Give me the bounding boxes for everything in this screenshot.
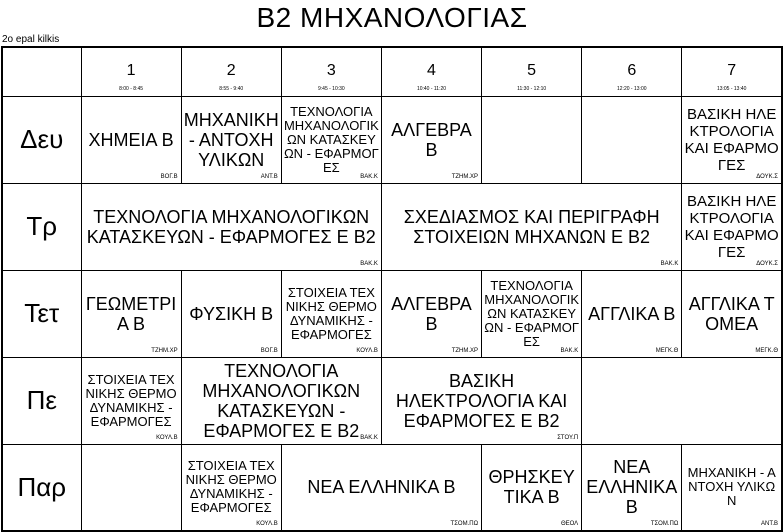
subject-label: ΘΡΗΣΚΕΥΤΙΚΑ Β — [488, 467, 575, 508]
teacher-code: ΤΖΗΜ.ΧΡ — [451, 347, 479, 354]
period-time: 12:20 - 13:00 — [617, 86, 647, 92]
lesson-cell[interactable] — [682, 444, 782, 531]
period-number: 2 — [226, 62, 236, 79]
teacher-code: ΒΑΚ.Κ — [660, 260, 679, 267]
period-header-3 — [281, 47, 381, 96]
subject-label: ΑΓΓΛΙΚΑ Β — [588, 303, 676, 324]
day-label: Πε — [2, 357, 81, 444]
teacher-code: ΔΟΥΚ.Σ — [756, 173, 778, 180]
period-number: 5 — [527, 62, 537, 79]
teacher-code: ΜΕΓΚ.Θ — [655, 347, 679, 354]
subject-label: ΣΤΟΙΧΕΙΑ ΤΕΧΝΙΚΗΣ ΘΕΡΜΟΔΥΝΑΜΙΚΗΣ - ΕΦΑΡΜΟΓΕΣ — [185, 458, 277, 516]
period-time: 10:40 - 11:20 — [416, 86, 447, 92]
teacher-code: ΤΣΟΜ.ΠΩ — [650, 521, 679, 527]
teacher-code: ΜΕΓΚ.Θ — [755, 347, 778, 354]
subject-label: ΦΥΣΙΚΗ Β — [189, 303, 274, 324]
subject-label: ΧΗΜΕΙΑ Β — [88, 129, 174, 150]
subject-label: ΓΕΩΜΕΤΡΙΑ Β — [85, 293, 177, 334]
period-header-7 — [682, 47, 782, 96]
lesson-cell[interactable] — [81, 183, 381, 270]
lesson-cell[interactable] — [682, 96, 782, 183]
teacher-code: ΣΤΟΥ.Π — [557, 434, 579, 441]
period-time: 13:05 - 13:40 — [716, 86, 747, 92]
period-number: 6 — [627, 62, 637, 79]
teacher-code: ΑΝΤ.Β — [760, 521, 778, 527]
period-header-2 — [181, 47, 281, 96]
teacher-code: ΤΣΟΜ.ΠΩ — [450, 521, 479, 527]
subject-label: ΝΕΑ ΕΛΛΗΝΙΚΑ Β — [307, 477, 456, 498]
period-time: 9:45 - 10:30 — [318, 86, 345, 92]
subject-label: ΒΑΣΙΚΗ ΗΛΕΚΤΡΟΛΟΓΙΑ ΚΑΙ ΕΦΑΡΜΟΓΕΣ — [684, 105, 779, 174]
subject-label: ΑΛΓΕΒΡΑ Β — [391, 293, 472, 334]
lesson-cell[interactable] — [682, 183, 782, 270]
subject-label: ΤΕΧΝΟΛΟΓΙΑ ΜΗΧΑΝΟΛΟΓΙΚΩΝ ΚΑΤΑΣΚΕΥΩΝ - ΕΦΑΡΜΟΓΕΣ Ε Β2 — [202, 360, 361, 441]
teacher-code: ΒΟΓ.Β — [260, 347, 278, 354]
subject-label: ΣΤΟΙΧΕΙΑ ΤΕΧΝΙΚΗΣ ΘΕΡΜΟΔΥΝΑΜΙΚΗΣ - ΕΦΑΡΜΟΓΕΣ — [285, 284, 377, 342]
subject-label: ΑΛΓΕΒΡΑ Β — [391, 119, 472, 160]
period-time: 8:55 - 9:40 — [219, 86, 244, 92]
day-row-friday — [2, 444, 782, 531]
lesson-cell[interactable] — [81, 96, 181, 183]
subject-label: ΑΓΓΛΙΚΑ ΤΟΜΕΑ — [688, 293, 775, 334]
day-row-monday — [2, 96, 782, 183]
period-header-4 — [381, 47, 481, 96]
teacher-code: ΘΕΟΛ — [560, 521, 579, 527]
teacher-code: ΔΟΥΚ.Σ — [756, 260, 778, 267]
subject-label: ΤΕΧΝΟΛΟΓΙΑ ΜΗΧΑΝΟΛΟΓΙΚΩΝ ΚΑΤΑΣΚΕΥΩΝ - ΕΦΑΡΜΟΓΕΣ — [283, 103, 379, 175]
subject-label: ΒΑΣΙΚΗ ΗΛΕΚΤΡΟΛΟΓΙΑ ΚΑΙ ΕΦΑΡΜΟΓΕΣ — [684, 192, 779, 261]
day-label: Παρ — [2, 444, 81, 531]
lesson-cell[interactable] — [381, 183, 681, 270]
teacher-code: ΒΟΓ.Β — [160, 173, 178, 180]
lesson-cell[interactable] — [582, 444, 682, 531]
lesson-cell[interactable] — [181, 357, 381, 444]
lesson-cell[interactable] — [81, 270, 181, 357]
period-header-5 — [482, 47, 582, 96]
lesson-cell[interactable] — [281, 96, 381, 183]
lesson-cell[interactable] — [281, 270, 381, 357]
subject-label: ΣΧΕΔΙΑΣΜΟΣ ΚΑΙ ΠΕΡΙΓΡΑΦΗ ΣΤΟΙΧΕΙΩΝ ΜΗΧΑΝΩΝ Ε Β2 — [403, 206, 660, 247]
lesson-cell[interactable] — [682, 270, 782, 357]
subject-label: ΣΤΟΙΧΕΙΑ ΤΕΧΝΙΚΗΣ ΘΕΡΜΟΔΥΝΑΜΙΚΗΣ - ΕΦΑΡΜΟΓΕΣ — [85, 371, 177, 429]
period-number: 4 — [427, 62, 436, 79]
lesson-cell[interactable] — [181, 270, 281, 357]
day-label: Δευ — [2, 96, 81, 183]
subject-label: ΝΕΑ ΕΛΛΗΝΙΚΑ Β — [586, 457, 678, 518]
period-header-6 — [582, 47, 682, 96]
period-number: 7 — [727, 62, 737, 79]
subject-label: ΤΕΧΝΟΛΟΓΙΑ ΜΗΧΑΝΟΛΟΓΙΚΩΝ ΚΑΤΑΣΚΕΥΩΝ - ΕΦΑΡΜΟΓΕΣ — [484, 277, 580, 349]
lesson-cell[interactable] — [181, 96, 281, 183]
lesson-cell[interactable] — [381, 96, 481, 183]
period-header-1 — [81, 47, 181, 96]
period-time: 11:30 - 12:10 — [517, 86, 547, 92]
lesson-cell[interactable] — [582, 270, 682, 357]
period-number: 3 — [326, 62, 336, 79]
teacher-code: ΚΟΥΛ.Β — [256, 521, 278, 527]
period-time: 8:00 - 8:45 — [119, 86, 144, 92]
teacher-code: ΤΖΗΜ.ΧΡ — [151, 347, 178, 354]
teacher-code: ΒΑΚ.Κ — [360, 173, 378, 180]
teacher-code: ΒΑΚ.Κ — [360, 434, 378, 441]
teacher-code: ΤΖΗΜ.ΧΡ — [451, 173, 479, 180]
teacher-code: ΒΑΚ.Κ — [360, 260, 378, 267]
lesson-cell[interactable] — [181, 444, 281, 531]
lesson-cell[interactable] — [482, 270, 582, 357]
school-name: 2o epal kilkis — [2, 34, 60, 45]
day-row-wednesday — [2, 270, 782, 357]
day-label: Τρ — [2, 183, 81, 270]
day-row-tuesday — [2, 183, 782, 270]
page-title: B2 ΜΗΧΑΝΟΛΟΓΙΑΣ — [256, 2, 528, 33]
subject-label: ΤΕΧΝΟΛΟΓΙΑ ΜΗΧΑΝΟΛΟΓΙΚΩΝ ΚΑΤΑΣΚΕΥΩΝ - ΕΦΑΡΜΟΓΕΣ Ε Β2 — [86, 206, 376, 247]
subject-label: ΜΗΧΑΝΙΚΗ - ΑΝΤΟΧΗ ΥΛΙΚΩΝ — [687, 465, 776, 509]
teacher-code: ΚΟΥΛ.Β — [356, 347, 378, 354]
lesson-cell[interactable] — [281, 444, 481, 531]
day-row-thursday — [2, 357, 782, 444]
teacher-code: ΒΑΚ.Κ — [560, 347, 579, 354]
period-header-row — [2, 47, 782, 96]
teacher-code: ΑΝΤ.Β — [260, 173, 278, 180]
lesson-cell[interactable] — [381, 270, 481, 357]
empty-cell — [582, 357, 782, 444]
day-label: Τετ — [2, 270, 81, 357]
teacher-code: ΚΟΥΛ.Β — [156, 434, 178, 441]
timetable-grid — [1, 46, 783, 532]
empty-cell — [81, 444, 181, 531]
corner-cell — [2, 47, 81, 96]
subject-label: ΜΗΧΑΝΙΚΗ - ΑΝΤΟΧΗ ΥΛΙΚΩΝ — [183, 109, 279, 170]
period-number: 1 — [126, 62, 136, 79]
lesson-cell[interactable] — [482, 444, 582, 531]
subject-label: ΒΑΣΙΚΗ ΗΛΕΚΤΡΟΛΟΓΙΑ ΚΑΙ ΕΦΑΡΜΟΓΕΣ Ε Β2 — [395, 370, 568, 431]
lesson-cell[interactable] — [381, 357, 581, 444]
empty-cell — [482, 96, 582, 183]
lesson-cell[interactable] — [81, 357, 181, 444]
empty-cell — [582, 96, 682, 183]
